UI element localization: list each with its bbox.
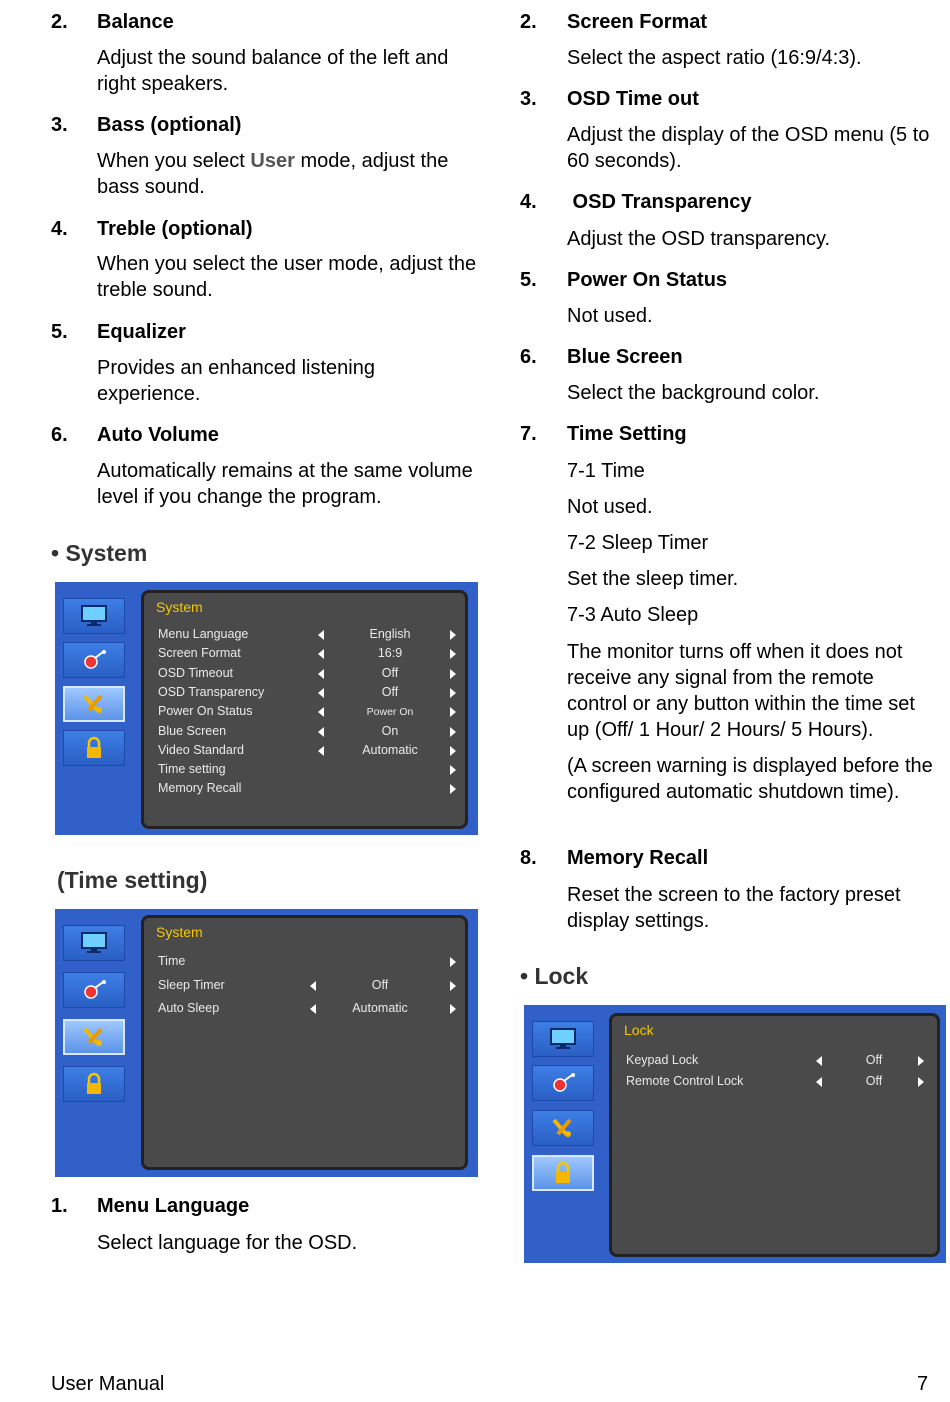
item-title-equalizer: Equalizer	[97, 321, 186, 343]
item-title-power-on-status: Power On Status	[567, 269, 728, 291]
osd-menu-panel	[609, 1013, 940, 1257]
arrow-right-icon[interactable]	[918, 1077, 924, 1087]
osd-row-value: English	[369, 627, 411, 641]
osd-row-label: Time setting	[158, 762, 226, 777]
item-number: 5.	[51, 321, 68, 343]
item-desc-equalizer: Provides an enhanced listening experience.	[97, 357, 375, 405]
item-title-time-setting: Time Setting	[567, 423, 687, 445]
osd-row-value: Off	[865, 1073, 883, 1088]
arrow-left-icon[interactable]	[318, 669, 324, 679]
audio-icon	[532, 1065, 594, 1101]
lock-icon	[63, 1066, 125, 1102]
osd-row-value: 16:9	[377, 646, 403, 661]
osd-row-value: Off	[381, 665, 399, 680]
osd-row[interactable]	[144, 762, 465, 781]
arrow-left-icon[interactable]	[318, 707, 324, 717]
osd-row-label: Sleep Timer	[158, 977, 225, 992]
item-number: 3.	[51, 114, 68, 136]
monitor-icon	[63, 925, 125, 961]
time-setting-line: 7-1 Time	[567, 460, 645, 482]
arrow-left-icon[interactable]	[816, 1056, 822, 1066]
item-title-screen-format: Screen Format	[567, 11, 708, 33]
arrow-left-icon[interactable]	[318, 649, 324, 659]
osd-row[interactable]	[144, 666, 465, 685]
osd-system-screenshot	[55, 582, 478, 835]
item-number: 1.	[51, 1195, 68, 1217]
osd-row[interactable]	[144, 685, 465, 704]
arrow-left-icon[interactable]	[318, 746, 324, 756]
footer-title: User Manual	[51, 1373, 165, 1395]
item-number: 8.	[520, 847, 537, 869]
osd-row-label: Screen Format	[158, 646, 241, 661]
arrow-left-icon[interactable]	[310, 1004, 316, 1014]
osd-row-label: Memory Recall	[158, 781, 242, 796]
osd-menu-panel	[141, 915, 468, 1170]
osd-row-value: Off	[381, 684, 399, 699]
item-desc-auto-volume: Automatically remains at the same volume level if you change the program.	[97, 460, 473, 508]
item-title-menu-language: Menu Language	[97, 1195, 250, 1217]
arrow-right-icon[interactable]	[918, 1056, 924, 1066]
item-desc-osd-time-out: Adjust the display of the OSD menu (5 to 60 seconds).	[567, 124, 930, 172]
monitor-icon	[532, 1021, 594, 1057]
osd-row-value: Automatic	[362, 742, 418, 757]
osd-row[interactable]	[144, 704, 465, 723]
osd-row[interactable]	[144, 1001, 465, 1020]
osd-row[interactable]	[144, 627, 465, 646]
item-title-osd-time-out: OSD Time out	[567, 88, 699, 110]
osd-row-value: Power On	[366, 706, 414, 719]
section-heading-time-setting: (Time setting)	[57, 867, 208, 893]
item-title-osd-transparency: OSD Transparency	[567, 191, 752, 213]
osd-row[interactable]	[144, 954, 465, 973]
osd-row[interactable]	[144, 743, 465, 762]
time-setting-line: The monitor turns off when it does not receive any signal from the remote control or any button within the time set up (Off/ 1 Hour/ 2 Hours/ 5 Hours).	[567, 641, 915, 741]
audio-icon	[63, 972, 125, 1008]
osd-row-label: Remote Control Lock	[626, 1073, 744, 1088]
item-title-auto-volume: Auto Volume	[97, 424, 219, 446]
osd-row-label: Keypad Lock	[626, 1053, 699, 1067]
osd-row[interactable]	[144, 781, 465, 800]
osd-row[interactable]	[612, 1074, 937, 1093]
osd-row-label: Blue Screen	[158, 723, 227, 738]
osd-row-value: Off	[371, 977, 389, 992]
osd-menu-title: System	[156, 599, 203, 615]
item-number: 2.	[520, 11, 537, 33]
osd-row-label: Time	[158, 954, 186, 968]
arrow-right-icon[interactable]	[450, 765, 456, 775]
osd-menu-title: System	[156, 924, 203, 940]
item-title-memory-recall: Memory Recall	[567, 847, 709, 869]
audio-icon	[63, 642, 125, 678]
osd-row[interactable]	[144, 724, 465, 743]
item-desc-treble: When you select the user mode, adjust the treble sound.	[97, 253, 477, 301]
lock-icon	[532, 1155, 594, 1191]
osd-row-value: Automatic	[352, 1001, 408, 1015]
arrow-left-icon[interactable]	[318, 727, 324, 737]
time-setting-line: Set the sleep timer.	[567, 568, 739, 590]
arrow-left-icon[interactable]	[310, 981, 316, 991]
arrow-right-icon[interactable]	[450, 669, 456, 679]
arrow-right-icon[interactable]	[450, 784, 456, 794]
item-title-blue-screen: Blue Screen	[567, 346, 683, 368]
item-desc-blue-screen: Select the background color.	[567, 382, 820, 404]
osd-menu-panel	[141, 590, 468, 829]
arrow-right-icon[interactable]	[450, 630, 456, 640]
osd-row-label: Menu Language	[158, 627, 249, 641]
item-number: 2.	[51, 11, 68, 33]
osd-row-value: On	[381, 723, 399, 738]
monitor-icon	[63, 598, 125, 634]
item-number: 3.	[520, 88, 537, 110]
arrow-right-icon[interactable]	[450, 957, 456, 967]
item-desc-balance: Adjust the sound balance of the left and right speakers.	[97, 47, 449, 95]
item-desc-bass: When you select User mode, adjust the bass sound.	[97, 150, 449, 198]
item-title-treble: Treble (optional)	[97, 218, 253, 240]
time-setting-line: 7-2 Sleep Timer	[567, 532, 709, 554]
arrow-right-icon[interactable]	[450, 649, 456, 659]
item-number: 7.	[520, 423, 537, 445]
user-mode-highlight: User	[250, 150, 295, 172]
item-number: 6.	[520, 346, 537, 368]
tools-icon	[63, 1019, 125, 1055]
arrow-right-icon[interactable]	[450, 707, 456, 717]
osd-menu-title: Lock	[624, 1022, 654, 1038]
item-number: 5.	[520, 269, 537, 291]
osd-row-value: Off	[865, 1053, 883, 1067]
time-setting-line: 7-3 Auto Sleep	[567, 604, 699, 626]
arrow-right-icon[interactable]	[450, 981, 456, 991]
arrow-right-icon[interactable]	[450, 688, 456, 698]
page-number: 7	[917, 1373, 929, 1395]
item-desc-osd-transparency: Adjust the OSD transparency.	[567, 228, 831, 250]
tools-icon	[63, 686, 125, 722]
section-heading-system: • System	[51, 540, 148, 566]
item-desc-menu-language: Select language for the OSD.	[97, 1232, 358, 1254]
item-number: 6.	[51, 424, 68, 446]
osd-time-screenshot	[55, 909, 478, 1177]
osd-row-label: OSD Timeout	[158, 665, 234, 680]
osd-lock-screenshot	[524, 1005, 946, 1263]
arrow-left-icon[interactable]	[318, 688, 324, 698]
arrow-right-icon[interactable]	[450, 1004, 456, 1014]
osd-row-label: OSD Transparency	[158, 684, 265, 699]
tools-icon	[532, 1110, 594, 1146]
arrow-left-icon[interactable]	[318, 630, 324, 640]
arrow-left-icon[interactable]	[816, 1077, 822, 1087]
time-setting-line: (A screen warning is displayed before the configured automatic shutdown time).	[567, 755, 933, 803]
item-number: 4.	[51, 218, 68, 240]
section-heading-lock: • Lock	[520, 963, 589, 989]
arrow-right-icon[interactable]	[450, 746, 456, 756]
osd-row[interactable]	[144, 646, 465, 665]
arrow-right-icon[interactable]	[450, 727, 456, 737]
lock-icon	[63, 730, 125, 766]
osd-row[interactable]	[144, 978, 465, 997]
osd-row-label: Power On Status	[158, 704, 253, 719]
item-desc-screen-format: Select the aspect ratio (16:9/4:3).	[567, 47, 862, 69]
item-title-balance: Balance	[97, 11, 174, 33]
time-setting-line: Not used.	[567, 496, 653, 518]
item-desc-memory-recall: Reset the screen to the factory preset display settings.	[567, 884, 901, 932]
item-desc-power-on-status: Not used.	[567, 305, 653, 327]
item-title-bass: Bass (optional)	[97, 114, 242, 136]
osd-row-label: Auto Sleep	[158, 1001, 220, 1015]
osd-row[interactable]	[612, 1053, 937, 1072]
item-number: 4.	[520, 191, 537, 213]
osd-row-label: Video Standard	[158, 742, 244, 757]
